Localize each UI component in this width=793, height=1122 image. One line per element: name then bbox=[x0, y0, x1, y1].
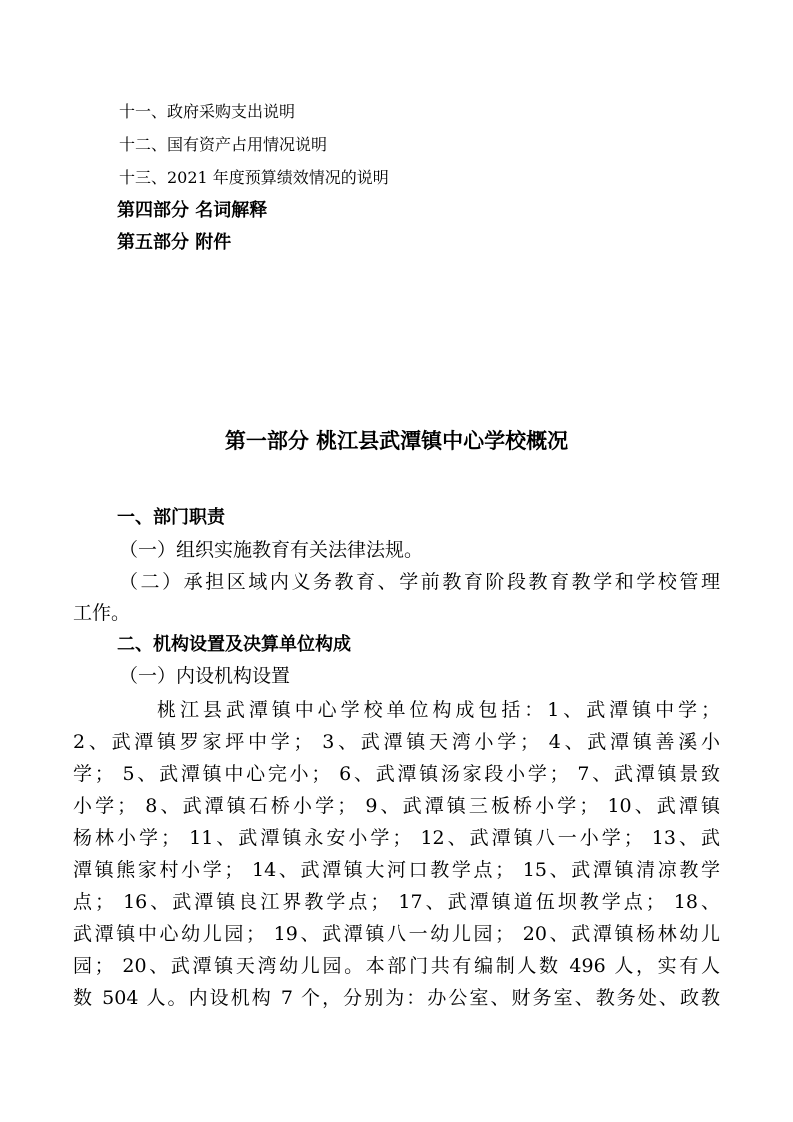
paragraph-line: 桃江县武潭镇中心学校单位构成包括：1、武潭镇中学； bbox=[157, 699, 720, 721]
paragraph-line: 潭镇熊家村小学； 14、武潭镇大河口教学点； 15、武潭镇清凉教学 bbox=[73, 859, 720, 881]
paragraph-line: 小学； 8、武潭镇石桥小学； 9、武潭镇三板桥小学； 10、武潭镇 bbox=[73, 795, 720, 817]
paragraph-line: 学； 5、武潭镇中心完小； 6、武潭镇汤家段小学； 7、武潭镇景致 bbox=[73, 763, 720, 785]
paragraph-line: 武潭镇中心幼儿园； 19、武潭镇八一幼儿园； 20、武潭镇杨林幼儿 bbox=[73, 923, 720, 945]
duty-item-2: （二）承担区域内义务教育、学前教育阶段教育教学和学校管理 bbox=[119, 571, 720, 593]
toc-item-11: 十一、政府采购支出说明 bbox=[119, 102, 296, 121]
paragraph-line: 杨林小学； 11、武潭镇永安小学； 12、武潭镇八一小学； 13、武 bbox=[73, 827, 720, 849]
section-heading-structure: 二、机构设置及决算单位构成 bbox=[117, 634, 351, 655]
toc-item-13: 十三、2021 年度预算绩效情况的说明 bbox=[119, 168, 389, 187]
paragraph-line: 点； 16、武潭镇良江界教学点； 17、武潭镇道伍坝教学点； 18、 bbox=[73, 891, 720, 913]
toc-item-12: 十二、国有资产占用情况说明 bbox=[119, 135, 328, 154]
paragraph-line: 2、武潭镇罗家坪中学； 3、武潭镇天湾小学； 4、武潭镇善溪小 bbox=[73, 731, 720, 753]
paragraph-line: 园； 20、武潭镇天湾幼儿园。本部门共有编制人数 496 人，实有人 bbox=[73, 955, 720, 977]
duty-item-2-cont: 工作。 bbox=[73, 602, 131, 624]
paragraph-line: 数 504 人。内设机构 7 个，分别为：办公室、财务室、教务处、政教 bbox=[73, 987, 720, 1009]
duty-item-1: （一）组织实施教育有关法律法规。 bbox=[119, 539, 424, 561]
toc-part-4: 第四部分 名词解释 bbox=[117, 200, 268, 221]
subsection-internal-structure: （一）内设机构设置 bbox=[119, 665, 291, 687]
part-title: 第一部分 桃江县武潭镇中心学校概况 bbox=[224, 429, 569, 453]
toc-part-5: 第五部分 附件 bbox=[117, 232, 232, 253]
section-heading-duties: 一、部门职责 bbox=[117, 507, 225, 528]
